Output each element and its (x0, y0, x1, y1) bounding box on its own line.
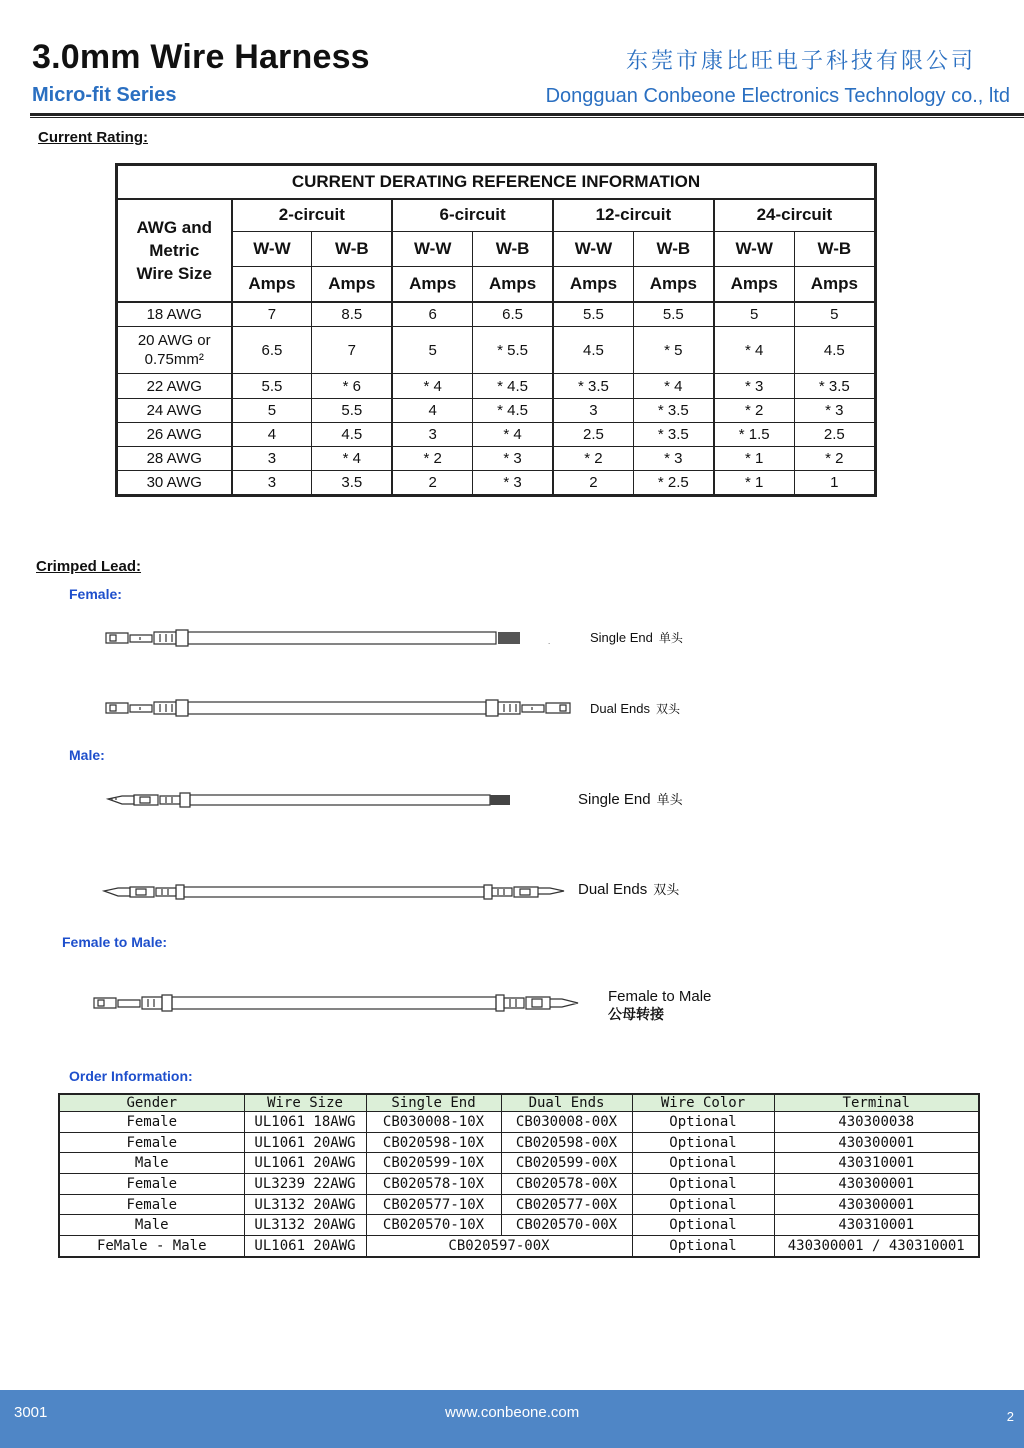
wire-type-header: W-W (392, 232, 472, 267)
page-subtitle: Micro-fit Series (32, 84, 177, 106)
wire-type-header: W-W (714, 232, 794, 267)
order-col-header: Dual Ends (501, 1094, 632, 1112)
circuit-header: 6-circuit (392, 199, 553, 232)
order-cell: Optional (632, 1153, 774, 1174)
circuit-header: 2-circuit (232, 199, 393, 232)
order-cell: CB020578-00X (501, 1174, 632, 1195)
order-cell: UL3239 22AWG (244, 1174, 366, 1195)
amps-cell: * 5 (633, 327, 713, 374)
amps-cell: 5 (794, 302, 874, 327)
derating-row (118, 398, 875, 422)
wire-type-header: W-B (794, 232, 874, 267)
order-cell: 430300001 (774, 1132, 979, 1153)
male-dual-ends-label: Dual Ends 双头 (578, 881, 680, 898)
order-cell: 430310001 (774, 1153, 979, 1174)
amps-cell: 5 (232, 398, 312, 422)
female-single-end-label: Single End 单头 (590, 630, 683, 645)
amps-cell: * 2 (392, 446, 472, 470)
wire-type-header: W-B (473, 232, 553, 267)
order-cell: Optional (632, 1236, 774, 1257)
amps-cell: * 2 (714, 398, 794, 422)
amps-cell: 3 (232, 446, 312, 470)
unit-header: Amps (633, 267, 713, 303)
order-cell: 430300001 (774, 1194, 979, 1215)
male-dual-ends-drawing (100, 879, 580, 905)
amps-cell: 6.5 (232, 327, 312, 374)
unit-header: Amps (312, 267, 392, 303)
unit-header: Amps (714, 267, 794, 303)
amps-cell: * 3.5 (633, 422, 713, 446)
table-row (59, 1132, 979, 1153)
amps-cell: * 4.5 (473, 374, 553, 398)
order-cell: CB020599-00X (501, 1153, 632, 1174)
footer-website-link[interactable]: www.conbeone.com (445, 1404, 580, 1421)
amps-cell: 4 (232, 422, 312, 446)
amps-cell: 5 (392, 327, 472, 374)
order-cell: Male (59, 1153, 244, 1174)
unit-header: Amps (232, 267, 312, 303)
order-cell: Female (59, 1194, 244, 1215)
male-label: Male: (69, 747, 105, 763)
male-single-end-drawing (104, 788, 524, 812)
order-cell: CB020598-00X (501, 1132, 632, 1153)
order-cell: 430300001 / 430310001 (774, 1236, 979, 1257)
wire-size-cell: 20 AWG or 0.75mm² (118, 327, 232, 374)
amps-cell: * 2 (794, 446, 874, 470)
female-dual-ends-drawing (100, 694, 580, 722)
unit-header: Amps (553, 267, 633, 303)
amps-cell: * 3 (794, 398, 874, 422)
amps-cell: 6.5 (473, 302, 553, 327)
company-name-cn: 东莞市康比旺电子科技有限公司 (625, 49, 976, 74)
male-single-end-label: Single End 单头 (578, 791, 683, 808)
amps-cell: 3 (232, 470, 312, 494)
page-number: 2 (1006, 1409, 1014, 1424)
table-row (59, 1174, 979, 1195)
derating-row (118, 470, 875, 494)
amps-cell: 2 (392, 470, 472, 494)
order-cell: Male (59, 1215, 244, 1236)
order-cell: UL1061 20AWG (244, 1236, 366, 1257)
company-name-en: Dongguan Conbeone Electronics Technology co., ltd (545, 85, 1010, 107)
amps-cell: * 4 (312, 446, 392, 470)
wire-type-header: W-B (633, 232, 713, 267)
order-cell: Optional (632, 1132, 774, 1153)
wire-size-cell: 18 AWG (118, 302, 232, 327)
wire-size-cell: 22 AWG (118, 374, 232, 398)
amps-cell: 5.5 (553, 302, 633, 327)
order-cell: FeMale - Male (59, 1236, 244, 1257)
amps-cell: * 3.5 (794, 374, 874, 398)
svg-text:.: . (548, 637, 551, 646)
table-row (59, 1112, 979, 1133)
page-title: 3.0mm Wire Harness (32, 38, 370, 76)
order-col-header: Terminal (774, 1094, 979, 1112)
order-cell: CB030008-10X (366, 1112, 501, 1133)
order-cell: CB030008-00X (501, 1112, 632, 1133)
amps-cell: * 2 (553, 446, 633, 470)
order-cell: CB020598-10X (366, 1132, 501, 1153)
amps-cell: 4.5 (553, 327, 633, 374)
order-cell: CB020597-00X (366, 1236, 632, 1257)
header-rule (30, 113, 1024, 116)
derating-table (115, 163, 877, 497)
order-col-header: Gender (59, 1094, 244, 1112)
order-cell: CB020578-10X (366, 1174, 501, 1195)
amps-cell: * 3 (473, 470, 553, 494)
wire-size-cell: 24 AWG (118, 398, 232, 422)
order-cell: CB020599-10X (366, 1153, 501, 1174)
order-cell: 430310001 (774, 1215, 979, 1236)
wire-type-header: W-B (312, 232, 392, 267)
order-cell: Female (59, 1112, 244, 1133)
crimped-lead-heading: Crimped Lead: (36, 558, 142, 575)
order-cell: CB020570-00X (501, 1215, 632, 1236)
unit-header: Amps (473, 267, 553, 303)
amps-cell: 1 (794, 470, 874, 494)
table-row (59, 1236, 979, 1257)
female-label: Female: (69, 586, 122, 602)
order-col-header: Wire Color (632, 1094, 774, 1112)
order-cell: UL1061 20AWG (244, 1132, 366, 1153)
circuit-header: 24-circuit (714, 199, 875, 232)
order-cell: Optional (632, 1215, 774, 1236)
amps-cell: 6 (392, 302, 472, 327)
wire-type-header: W-W (553, 232, 633, 267)
amps-cell: * 4 (714, 327, 794, 374)
order-table (58, 1093, 980, 1258)
amps-cell: 8.5 (312, 302, 392, 327)
order-cell: 430300038 (774, 1112, 979, 1133)
order-cell: UL3132 20AWG (244, 1194, 366, 1215)
amps-cell: * 1.5 (714, 422, 794, 446)
amps-cell: * 4 (633, 374, 713, 398)
order-cell: Optional (632, 1112, 774, 1133)
amps-cell: * 3.5 (633, 398, 713, 422)
amps-cell: 5.5 (312, 398, 392, 422)
amps-cell: 5.5 (633, 302, 713, 327)
amps-cell: * 3 (473, 446, 553, 470)
order-cell: 430300001 (774, 1174, 979, 1195)
order-cell: UL3132 20AWG (244, 1215, 366, 1236)
amps-cell: 3.5 (312, 470, 392, 494)
amps-cell: * 4.5 (473, 398, 553, 422)
page-footer (0, 1390, 1024, 1448)
order-cell: Optional (632, 1174, 774, 1195)
table-row (59, 1215, 979, 1236)
circuit-header: 12-circuit (553, 199, 714, 232)
order-cell: CB020577-10X (366, 1194, 501, 1215)
table-row (59, 1153, 979, 1174)
amps-cell: * 6 (312, 374, 392, 398)
order-cell: CB020577-00X (501, 1194, 632, 1215)
amps-cell: 4 (392, 398, 472, 422)
amps-cell: * 5.5 (473, 327, 553, 374)
amps-cell: 7 (232, 302, 312, 327)
wire-size-cell: 30 AWG (118, 470, 232, 494)
order-cell: UL1061 20AWG (244, 1153, 366, 1174)
wire-type-header: W-W (232, 232, 312, 267)
derating-row (118, 446, 875, 470)
female-to-male-label: Female to Male: (62, 934, 168, 950)
amps-cell: 3 (553, 398, 633, 422)
amps-cell: 5.5 (232, 374, 312, 398)
amps-cell: 7 (312, 327, 392, 374)
female-to-male-drawing (88, 990, 588, 1016)
amps-cell: * 3 (714, 374, 794, 398)
female-to-male-caption: Female to Male 公母转接 (608, 988, 712, 1023)
awg-header: AWG and Metric Wire Size (118, 199, 232, 303)
wire-size-cell: 28 AWG (118, 446, 232, 470)
amps-cell: 5 (714, 302, 794, 327)
order-cell: Optional (632, 1194, 774, 1215)
amps-cell: 2.5 (794, 422, 874, 446)
unit-header: Amps (794, 267, 874, 303)
female-dual-ends-label: Dual Ends 双头 (590, 701, 680, 716)
amps-cell: 4.5 (794, 327, 874, 374)
amps-cell: * 1 (714, 446, 794, 470)
derating-caption: CURRENT DERATING REFERENCE INFORMATION (118, 166, 875, 199)
order-cell: Female (59, 1132, 244, 1153)
amps-cell: 3 (392, 422, 472, 446)
wire-size-cell: 26 AWG (118, 422, 232, 446)
derating-row (118, 302, 875, 327)
order-col-header: Single End (366, 1094, 501, 1112)
amps-cell: * 3.5 (553, 374, 633, 398)
derating-row (118, 374, 875, 398)
current-rating-heading: Current Rating: (38, 129, 148, 146)
header-rule-thin (30, 117, 1024, 118)
unit-header: Amps (392, 267, 472, 303)
order-info-heading: Order Information: (69, 1068, 193, 1084)
amps-cell: * 4 (473, 422, 553, 446)
table-row (59, 1194, 979, 1215)
amps-cell: * 3 (633, 446, 713, 470)
amps-cell: 2.5 (553, 422, 633, 446)
derating-row (118, 422, 875, 446)
footer-doc-number: 3001 (14, 1404, 48, 1421)
amps-cell: * 4 (392, 374, 472, 398)
order-cell: Female (59, 1174, 244, 1195)
order-col-header: Wire Size (244, 1094, 366, 1112)
order-cell: UL1061 18AWG (244, 1112, 366, 1133)
amps-cell: 2 (553, 470, 633, 494)
female-single-end-drawing (100, 624, 560, 652)
amps-cell: * 2.5 (633, 470, 713, 494)
order-cell: CB020570-10X (366, 1215, 501, 1236)
amps-cell: 4.5 (312, 422, 392, 446)
derating-row (118, 327, 875, 374)
amps-cell: * 1 (714, 470, 794, 494)
